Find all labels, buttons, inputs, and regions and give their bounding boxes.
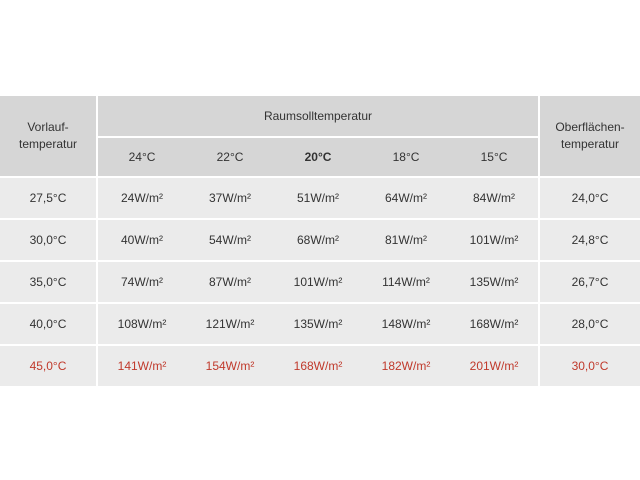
heating-output-table xyxy=(0,96,640,386)
heat-output-cell: 68W/m² xyxy=(274,218,362,260)
flow-temperature-cell: 27,5°C xyxy=(0,176,98,218)
table-row xyxy=(0,218,640,260)
table-row-highlighted xyxy=(0,344,640,386)
table-row xyxy=(0,260,640,302)
heat-output-cell: 135W/m² xyxy=(274,302,362,344)
heat-output-cell: 121W/m² xyxy=(186,302,274,344)
flow-temperature-cell: 40,0°C xyxy=(0,302,98,344)
subheader-room-temp: 15°C xyxy=(450,138,538,176)
heat-output-cell: 108W/m² xyxy=(98,302,186,344)
heat-output-cell: 64W/m² xyxy=(362,176,450,218)
surface-temperature-cell: 24,8°C xyxy=(538,218,640,260)
table-row xyxy=(0,302,640,344)
flow-temperature-cell: 35,0°C xyxy=(0,260,98,302)
heat-output-cell: 24W/m² xyxy=(98,176,186,218)
heat-output-cell: 141W/m² xyxy=(98,344,186,386)
heat-output-cell: 101W/m² xyxy=(450,218,538,260)
heat-output-cell: 168W/m² xyxy=(450,302,538,344)
surface-temperature-cell: 26,7°C xyxy=(538,260,640,302)
surface-temperature-cell: 30,0°C xyxy=(538,344,640,386)
heat-output-cell: 201W/m² xyxy=(450,344,538,386)
header-flow-temperature-line2: temperatur xyxy=(18,137,78,151)
flow-temperature-cell: 30,0°C xyxy=(0,218,98,260)
subheader-room-temp: 18°C xyxy=(362,138,450,176)
surface-temperature-cell: 24,0°C xyxy=(538,176,640,218)
header-surface-temperature-line2: temperatur xyxy=(560,137,620,151)
header-flow-temperature-line1: Vorlauf- xyxy=(27,120,69,134)
header-surface-temperature-line1: Oberflächen- xyxy=(555,120,625,134)
heat-output-cell: 51W/m² xyxy=(274,176,362,218)
heat-output-cell: 101W/m² xyxy=(274,260,362,302)
heat-output-cell: 54W/m² xyxy=(186,218,274,260)
heat-output-cell: 135W/m² xyxy=(450,260,538,302)
heat-output-cell: 154W/m² xyxy=(186,344,274,386)
header-room-target-temperature: Raumsolltemperatur xyxy=(98,96,538,138)
heat-output-cell: 148W/m² xyxy=(362,302,450,344)
heat-output-cell: 84W/m² xyxy=(450,176,538,218)
heat-output-cell: 37W/m² xyxy=(186,176,274,218)
heat-output-cell: 81W/m² xyxy=(362,218,450,260)
heat-output-cell: 114W/m² xyxy=(362,260,450,302)
heat-output-cell: 40W/m² xyxy=(98,218,186,260)
table-row xyxy=(0,176,640,218)
header-flow-temperature xyxy=(0,96,98,176)
subheader-room-temp: 20°C xyxy=(274,138,362,176)
surface-temperature-cell: 28,0°C xyxy=(538,302,640,344)
flow-temperature-cell: 45,0°C xyxy=(0,344,98,386)
subheader-room-temp: 24°C xyxy=(98,138,186,176)
heat-output-cell: 182W/m² xyxy=(362,344,450,386)
heat-output-cell: 74W/m² xyxy=(98,260,186,302)
header-surface-temperature xyxy=(538,96,640,176)
heat-output-cell: 87W/m² xyxy=(186,260,274,302)
heat-output-cell: 168W/m² xyxy=(274,344,362,386)
subheader-room-temp: 22°C xyxy=(186,138,274,176)
